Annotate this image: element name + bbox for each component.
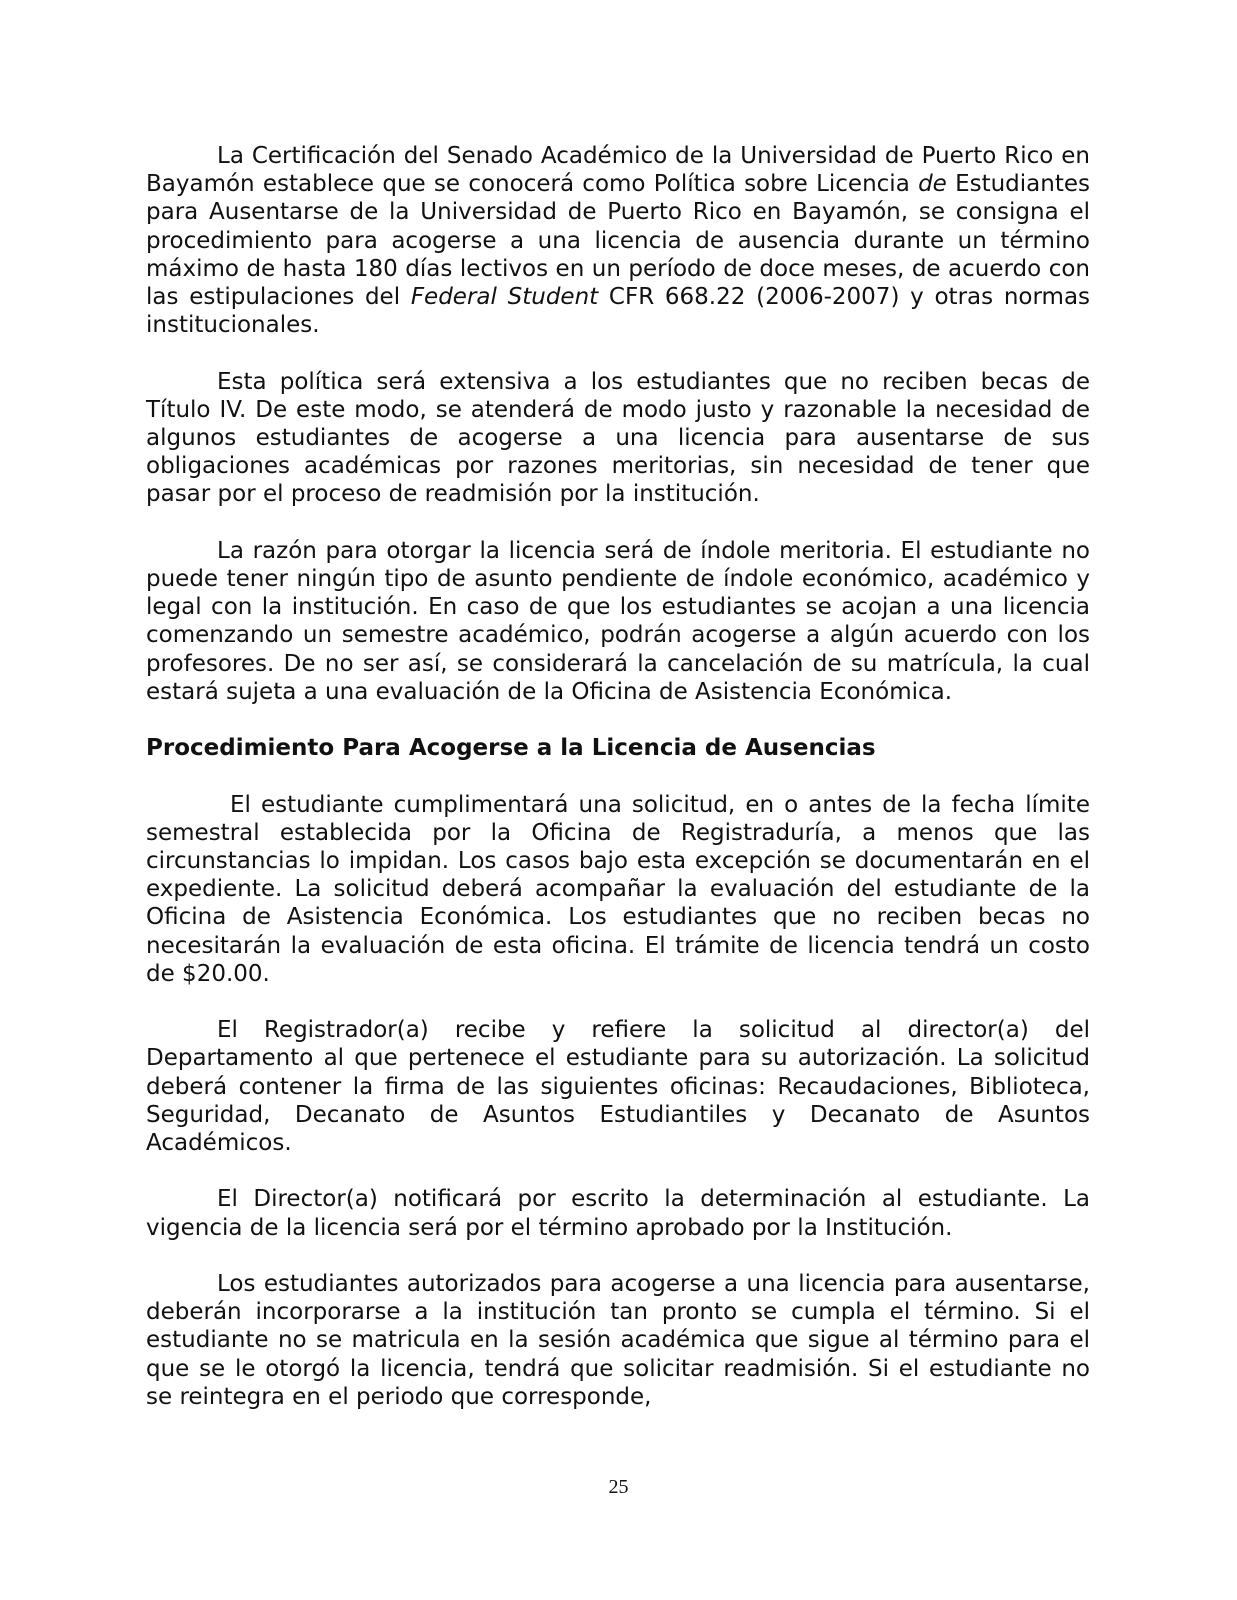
paragraph-certification-italic-federal-student: Federal Student (410, 284, 599, 311)
paragraph-certification (146, 142, 1090, 339)
paragraph-certification-text-1: La Certificación del Senado Académico de la Universidad de Puerto Rico en Bayamón establece que se conocerá como Política sobre Licencia (146, 143, 1090, 198)
paragraph-certification-text-2: Estudiantes para Ausentarse de la Universidad de Puerto Rico en Bayamón, se consigna el procedimiento para acogerse a una licencia de ausencia durante un término máximo de hasta 180 días lectivos en un período de doce meses, de acuerdo con las estipulaciones del (146, 171, 1090, 311)
paragraph-return-terms: Los estudiantes autorizados para acogerse a una licencia para ausentarse, deberán incorporarse a la institución tan pronto se cumpla el término. Si el estudiante no se matricula en la sesión académica que sigue al término para el que se le otorgó la licencia, tendrá que solicitar readmisión. Si el estudiante no se reintegra en el periodo que corresponde, (146, 1271, 1090, 1410)
paragraph-certification-italic-de: de (918, 171, 947, 198)
paragraph-application: El estudiante cumplimentará una solicitud, en o antes de la fecha límite semestral establecida por la Oficina de Registraduría, a menos que las circunstancias lo impidan. Los casos bajo esta excepción se documentarán en el expediente. La solicitud deberá acompañar la evaluación del estudiante de la Oficina de Asistencia Económica. Los estudiantes que no reciben becas no necesitarán la evaluación de esta oficina. El trámite de licencia tendrá un costo de $20.00. (146, 791, 1090, 987)
paragraph-director-notification: El Director(a) notificará por escrito la determinación al estudiante. La vigencia de la licencia será por el término aprobado por la Institución. (146, 1186, 1090, 1241)
section-heading: Procedimiento Para Acogerse a la Licencia de Ausencias (146, 735, 876, 762)
page-number: 25 (608, 1476, 629, 1498)
page-body (146, 142, 1090, 1439)
paragraph-certification-text-3: CFR 668.22 (2006-2007) y otras normas institucionales. (146, 284, 1091, 339)
paragraph-policy-scope: Esta política será extensiva a los estudiantes que no reciben becas de Título IV. De este modo, se atenderá de modo justo y razonable la necesidad de algunos estudiantes de acogerse a una licencia para ausentarse de sus obligaciones académicas por razones meritorias, sin necesidad de tener que pasar por el proceso de readmisión por la institución. (146, 368, 1090, 508)
paragraph-license-reason: La razón para otorgar la licencia será de índole meritoria. El estudiante no puede tener ningún tipo de asunto pendiente de índole económico, académico y legal con la institución. En caso de que los estudiantes se acojan a una licencia comenzando un semestre académico, podrán acogerse a algún acuerdo con los profesores. De no ser así, se considerará la cancelación de su matrícula, la cual estará sujeta a una evaluación de la Oficina de Asistencia Económica. (146, 537, 1090, 705)
paragraph-registrar: El Registrador(a) recibe y refiere la solicitud al director(a) del Departamento al que pertenece el estudiante para su autorización. La solicitud deberá contener la firma de las siguientes oficinas: Recaudaciones, Biblioteca, Seguridad, Decanato de Asuntos Estudiantiles y Decanato de Asuntos Académicos. (146, 1017, 1090, 1157)
